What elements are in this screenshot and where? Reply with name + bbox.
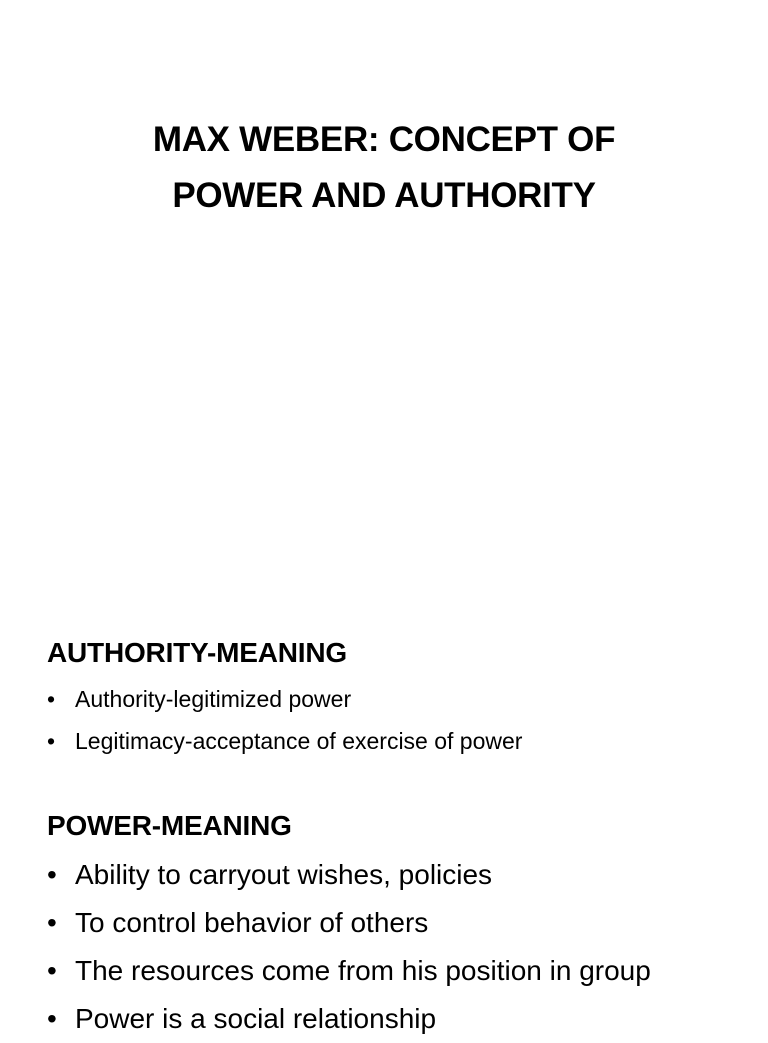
slide-title-line-1: MAX WEBER: CONCEPT OF (152, 120, 616, 159)
bullet-text: The resources come from his position in group (75, 955, 651, 986)
list-item (47, 720, 747, 762)
list-item (47, 678, 747, 720)
bullet-icon: • (47, 1003, 57, 1034)
bullet-icon: • (47, 859, 57, 890)
slide-title-line-2: POWER AND AUTHORITY (172, 176, 596, 215)
power-section (47, 809, 747, 1043)
bullet-text: Authority-legitimized power (75, 686, 352, 712)
list-item (47, 947, 747, 995)
list-item (47, 851, 747, 899)
power-bullet-list (47, 851, 747, 1043)
bullet-icon: • (47, 955, 57, 986)
slide-title (0, 112, 768, 224)
authority-bullet-list (47, 678, 747, 762)
authority-section (47, 636, 747, 762)
list-item (47, 995, 747, 1043)
bullet-text: Power is a social relationship (75, 1003, 437, 1034)
bullet-icon: • (47, 907, 57, 938)
authority-heading: AUTHORITY-MEANING (47, 637, 347, 668)
bullet-text: To control behavior of others (75, 907, 429, 938)
list-item (47, 899, 747, 947)
bullet-icon: • (47, 686, 56, 712)
bullet-icon: • (47, 728, 56, 754)
bullet-text: Ability to carryout wishes, policies (75, 859, 493, 890)
power-heading: POWER-MEANING (47, 810, 292, 841)
bullet-text: Legitimacy-acceptance of exercise of power (75, 728, 523, 754)
